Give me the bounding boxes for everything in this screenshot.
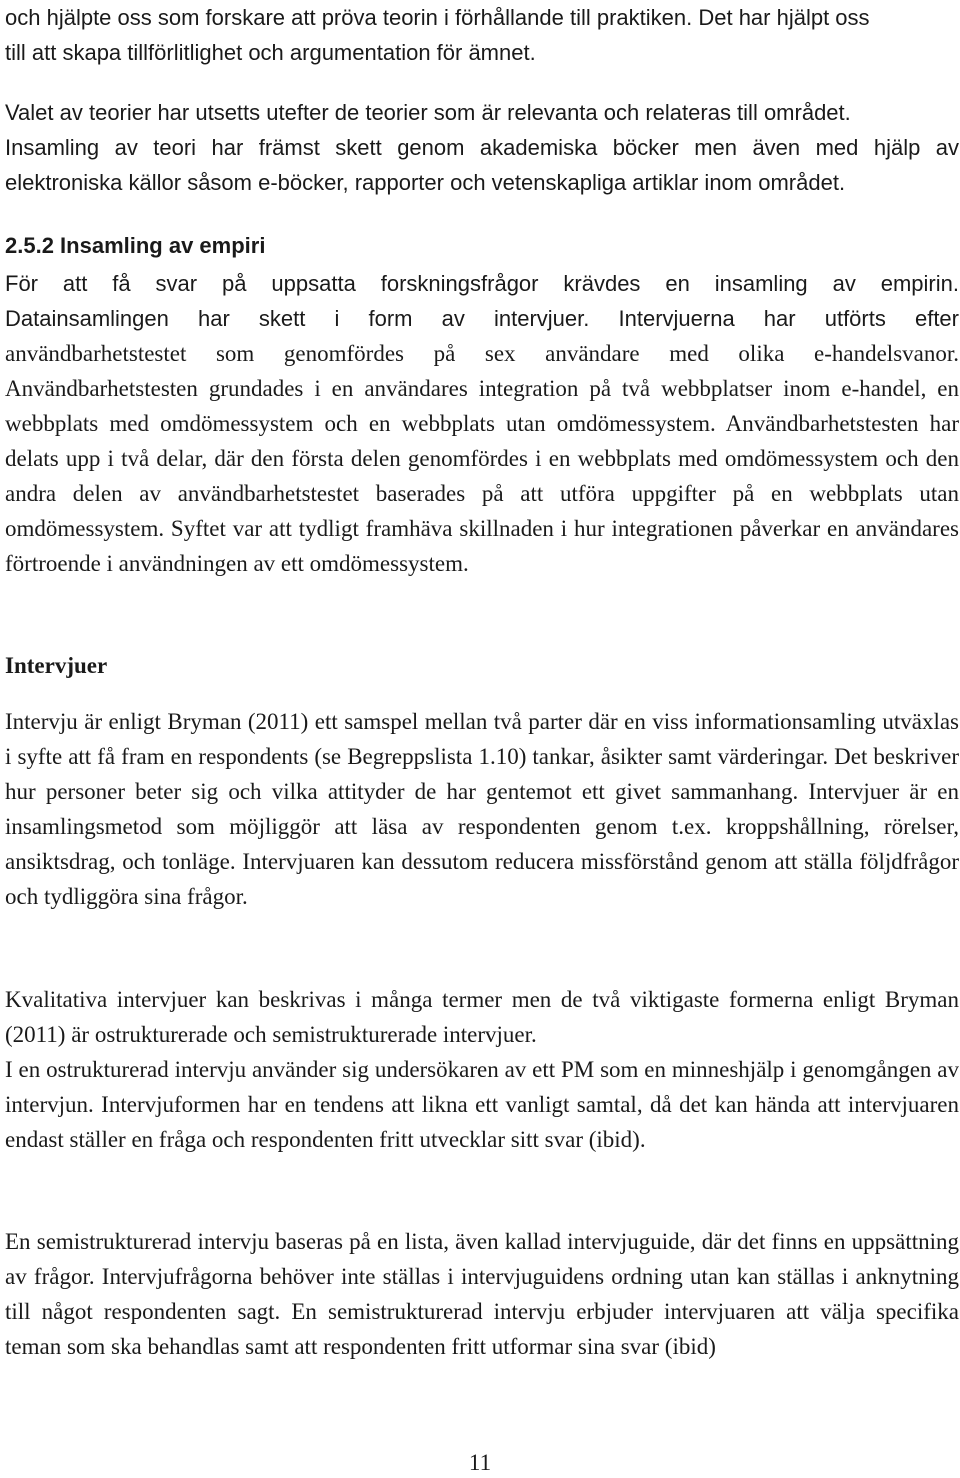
text-line: Valet av teorier har utsetts utefter de teorier som är relevanta och relateras till området. [5, 100, 851, 125]
text-line: och hjälpte oss som forskare att pröva teorin i förhållande till praktiken. Det har hjälpt oss [5, 5, 870, 30]
interviews-heading: Intervjuer [5, 653, 108, 678]
text-line: elektroniska källor såsom e-böcker, rapporter och vetenskapliga artiklar inom området. [5, 170, 846, 195]
empiri-body: användbarhetstestet som genomfördes på sex användare med olika e-handelsvanor. Användbarhetstesten grundades i en användares integration på två webbplatser inom e-handel, en webbplats med omdömessystem och en webbplats utan omdömessystem. Användbarhetstesten har delats upp i två delar, där den första delen genomfördes i en webbplats med omdömessystem och den andra delen av användbarhetstestet baserades på att utföra uppgifter på en webbplats utan omdömessystem. Syftet var att tydligt framhäva skillnaden i hur integrationen påverkar en användares förtroende i användningen av ett omdömessystem. [5, 341, 959, 576]
interviews-paragraph-1: Intervju är enligt Bryman (2011) ett samspel mellan två parter där en viss informationsamling utväxlas i syfte att få fram en respondents (se Begreppslista 1.10) tankar, åsikter samt värderingar. Det beskriver hur personer beter sig och vilka attityder de har gentemot ett givet sammanhang. Intervjuer är en insamlingsmetod som möjliggör att läsa av respondenten genom t.ex. kroppshållning, rörelser, ansiktsdrag, och tonläge. Intervjuaren kan dessutom reducera missförstånd genom att ställa följdfrågor och tydliggöra sina frågor. [5, 709, 959, 909]
interviews-paragraph-3: I en ostrukturerad intervju använder sig undersökaren av ett PM som en minneshjälp i genomgången av intervjun. Intervjuformen har en tendens att likna ett vanligt samtal, då det kan hända att intervjuaren endast ställer en fråga och respondenten fritt utvecklar sitt svar (ibid). [5, 1057, 959, 1152]
empiri-intro [5, 266, 959, 336]
text-sentence: Intervjuerna har utförts efter [618, 306, 959, 331]
text-line: Insamling av teori har främst skett genom akademiska böcker men även med hjälp av [5, 135, 959, 160]
text-line: För att få svar på uppsatta forskningsfrågor krävdes en insamling av empirin. [5, 271, 959, 296]
text-line [5, 301, 959, 336]
theory-paragraph [5, 95, 959, 200]
section-heading: 2.5.2 Insamling av empiri [5, 233, 266, 258]
interviews-paragraph-4: En semistrukturerad intervju baseras på en lista, även kallad intervjuguide, där det finns en uppsättning av frågor. Intervjufrågorna behöver inte ställas i intervjuguidens ordning utan kan ställas i anknytning till något respondenten sagt. En semistrukturerad intervju erbjuder intervjuaren att välja specifika teman som ska behandlas samt att respondenten fritt utformar sina svar (ibid) [5, 1229, 959, 1359]
top-paragraph [5, 0, 959, 70]
text-sentence: Datainsamlingen har skett i form av intervjuer. [5, 306, 590, 331]
text-line: till att skapa tillförlitlighet och argumentation för ämnet. [5, 40, 536, 65]
page-number: 11 [468, 1450, 492, 1475]
interviews-paragraph-2: Kvalitativa intervjuer kan beskrivas i många termer men de två viktigaste formerna enligt Bryman (2011) är ostrukturerade och semistrukturerade intervjuer. [5, 987, 959, 1047]
